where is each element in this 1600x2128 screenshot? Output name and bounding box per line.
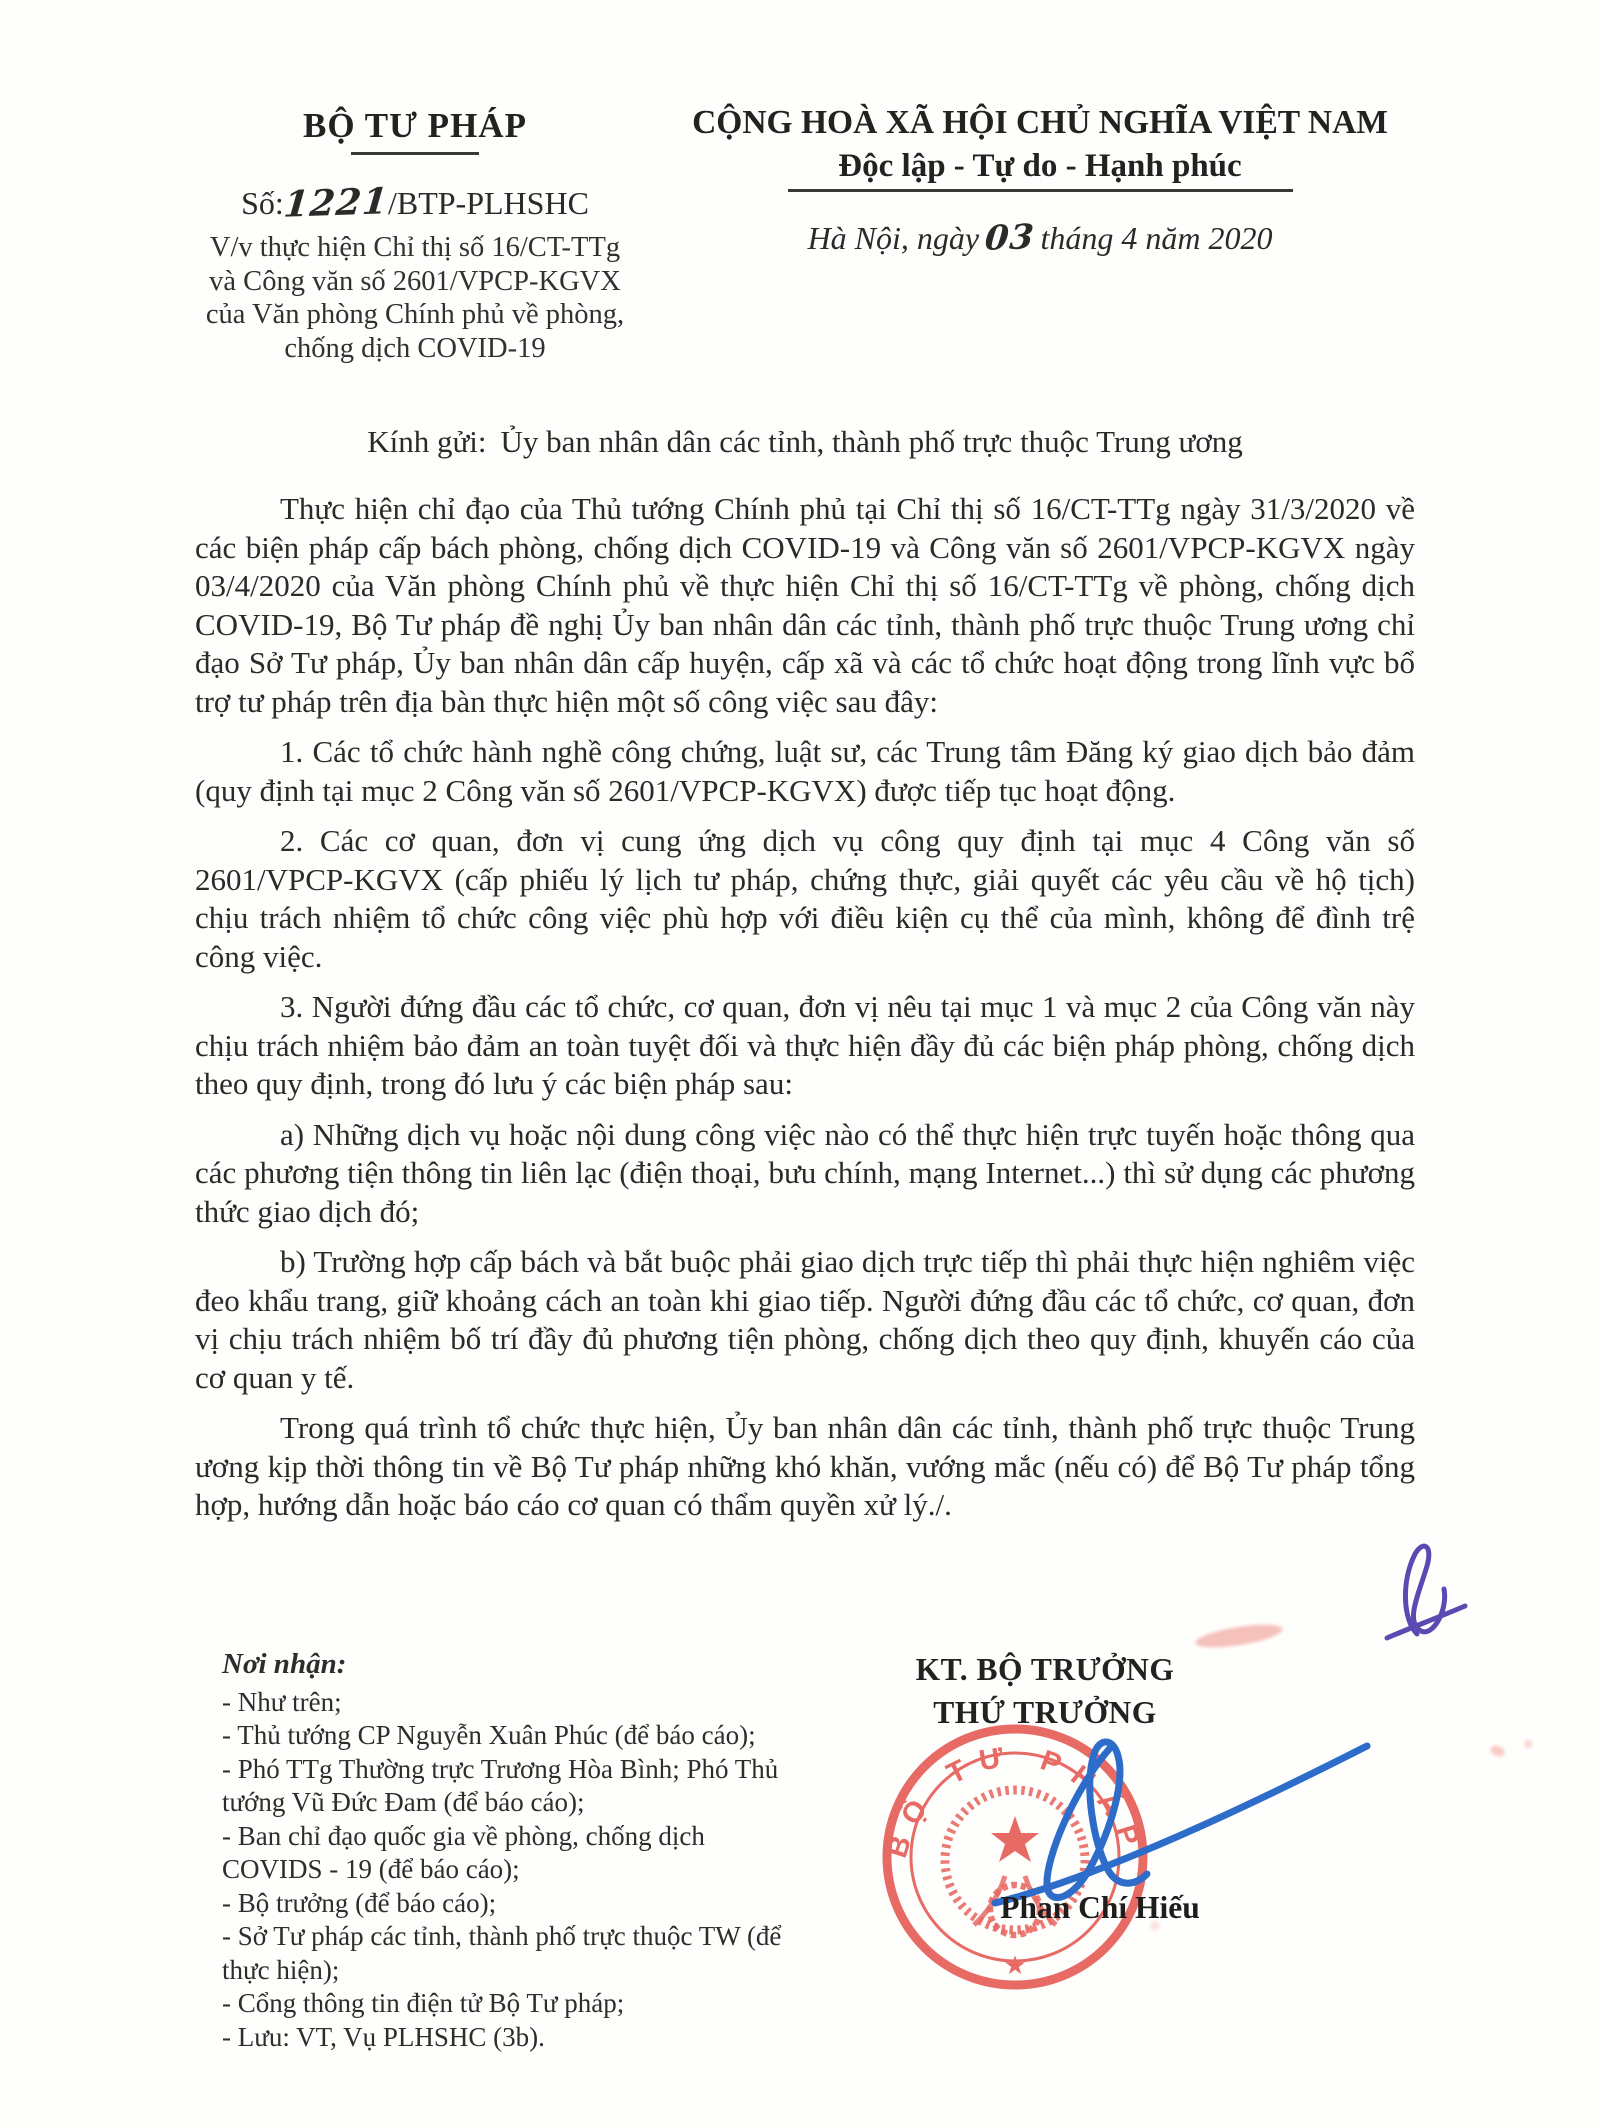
doc-number-handwritten: 1221 xyxy=(281,180,391,226)
date-handwritten-day: 03 xyxy=(983,217,1037,259)
recipients-block xyxy=(222,1648,812,2054)
org-name: BỘ TƯ PHÁP xyxy=(303,106,527,145)
header-national xyxy=(640,104,1440,258)
ink-smudge xyxy=(1194,1620,1284,1652)
salutation xyxy=(195,424,1415,460)
doc-number-suffix: /BTP-PLHSHC xyxy=(387,185,589,221)
subject-line: V/v thực hiện Chỉ thị số 16/CT-TTg xyxy=(209,232,621,263)
recipient-item: - Lưu: VT, Vụ PLHSHC (3b). xyxy=(222,2021,545,2052)
recipient-item: - Ban chỉ đạo quốc gia về phòng, chống dịch COVIDS - 19 (để báo cáo); xyxy=(222,1820,705,1884)
body-paragraph: 1. Các tổ chức hành nghề công chứng, luật sư, các Trung tâm Đăng ký giao dịch bảo đảm (quy định tại mục 2 Công văn số 2601/VPCP-KGVX) được tiếp tục hoạt động. xyxy=(195,734,1415,808)
document-number xyxy=(185,180,645,226)
recipient-item: - Sở Tư pháp các tỉnh, thành phố trực thuộc TW (để thực hiện); xyxy=(222,1921,782,1985)
recipient-item: - Như trên; xyxy=(222,1686,342,1717)
body-paragraph: 2. Các cơ quan, đơn vị cung ứng dịch vụ công quy định tại mục 4 Công văn số 2601/VPCP-KGVX (cấp phiếu lý lịch tư pháp, chứng thực, giải quyết các yêu cầu về hộ tịch) chịu trách nhiệm tổ chức công việc phù hợp với điều kiện cụ thể của mình, không để đình trệ công việc. xyxy=(195,823,1415,974)
body-paragraph: b) Trường hợp cấp bách và bắt buộc phải giao dịch trực tiếp thì phải thực hiện nghiêm việc đeo khẩu trang, giữ khoảng cách an toàn khi giao tiếp. Người đứng đầu các tổ chức, cơ quan, đơn vị chịu trách nhiệm bố trí đầy đủ phương tiện phòng, chống dịch theo quy định, khuyến cáo của cơ quan y tế. xyxy=(195,1244,1415,1395)
body-paragraph: Trong quá trình tổ chức thực hiện, Ủy ban nhân dân các tỉnh, thành phố trực thuộc Trung ương kịp thời thông tin về Bộ Tư pháp những khó khăn, vướng mắc (nếu có) để Bộ Tư pháp tổng hợp, hướng dẫn hoặc báo cáo cơ quan có thẩm quyền xử lý./. xyxy=(195,1410,1415,1522)
signature-flourish xyxy=(975,1718,1375,1913)
signer-title: THỨ TRƯỞNG xyxy=(933,1695,1157,1730)
signature-paraph xyxy=(1365,1538,1475,1646)
salutation-recipient: Ủy ban nhân dân các tỉnh, thành phố trực thuộc Trung ương xyxy=(500,424,1243,459)
national-motto: Độc lập - Tự do - Hạnh phúc xyxy=(838,148,1242,184)
stamp-arc-text: BỘ TƯ PHÁP xyxy=(881,1740,1149,1862)
recipient-item: - Phó TTg Thường trực Trương Hòa Bình; Phó Thủ tướng Vũ Đức Đam (để báo cáo); xyxy=(222,1753,779,1817)
ink-smudge xyxy=(1489,1744,1507,1759)
stamp-bottom-star: ★ xyxy=(1003,1951,1027,1980)
recipient-item: - Thủ tướng CP Nguyễn Xuân Phúc (để báo cáo); xyxy=(222,1720,756,1750)
header-issuing-org xyxy=(185,106,645,365)
org-underline xyxy=(351,152,479,155)
document-subject xyxy=(185,231,645,365)
signer-name: Phan Chí Hiếu xyxy=(1000,1890,1200,1925)
subject-line: của Văn phòng Chính phủ về phòng, xyxy=(205,299,625,330)
date-prefix: Hà Nội, ngày xyxy=(807,220,980,256)
date-suffix: tháng 4 năm 2020 xyxy=(1040,220,1273,256)
body-paragraph: a) Những dịch vụ hoặc nội dung công việc nào có thể thực hiện trực tuyến hoặc thông qua các phương tiện thông tin liên lạc (điện thoại, bưu chính, mạng Internet...) thì sử dụng các phương thức giao dịch đó; xyxy=(195,1116,1415,1229)
recipient-item: - Cổng thông tin điện tử Bộ Tư pháp; xyxy=(222,1988,625,2018)
signer-title-kt: KT. BỘ TRƯỞNG xyxy=(915,1652,1175,1687)
ink-smudge xyxy=(1524,1740,1533,1748)
national-title: CỘNG HOÀ XÃ HỘI CHỦ NGHĨA VIỆT NAM xyxy=(692,104,1388,141)
recipients-title: Nơi nhận: xyxy=(222,1648,347,1680)
doc-number-prefix: Số: xyxy=(241,185,284,221)
recipient-item: - Bộ trưởng (để báo cáo); xyxy=(222,1887,497,1918)
motto-underline xyxy=(788,189,1293,192)
subject-line: và Công văn số 2601/VPCP-KGVX xyxy=(209,265,621,297)
document-body xyxy=(195,490,1415,1537)
body-paragraph: Thực hiện chỉ đạo của Thủ tướng Chính phủ tại Chỉ thị số 16/CT-TTg ngày 31/3/2020 về các biện pháp cấp bách phòng, chống dịch COVID-19 và Công văn số 2601/VPCP-KGVX ngày 03/4/2020 của Văn phòng Chính phủ về thực hiện Chỉ thị số 16/CT-TTg về phòng, chống dịch COVID-19, Bộ Tư pháp đề nghị Ủy ban nhân dân các tỉnh, thành phố trực thuộc Trung ương chỉ đạo Sở Tư pháp, Ủy ban nhân dân cấp huyện, cấp xã và các tổ chức hoạt động trong lĩnh vực bổ trợ tư pháp trên địa bàn thực hiện một số công việc sau đây: xyxy=(195,491,1415,719)
body-paragraph: 3. Người đứng đầu các tổ chức, cơ quan, đơn vị nêu tại mục 1 và mục 2 của Công văn này chịu trách nhiệm bảo đảm an toàn tuyệt đối và thực hiện đầy đủ các biện pháp phòng, chống dịch theo quy định, trong đó lưu ý các biện pháp sau: xyxy=(195,989,1415,1101)
subject-line: chống dịch COVID-19 xyxy=(284,332,546,364)
place-date-line xyxy=(640,218,1440,258)
salutation-label: Kính gửi: xyxy=(367,424,487,459)
